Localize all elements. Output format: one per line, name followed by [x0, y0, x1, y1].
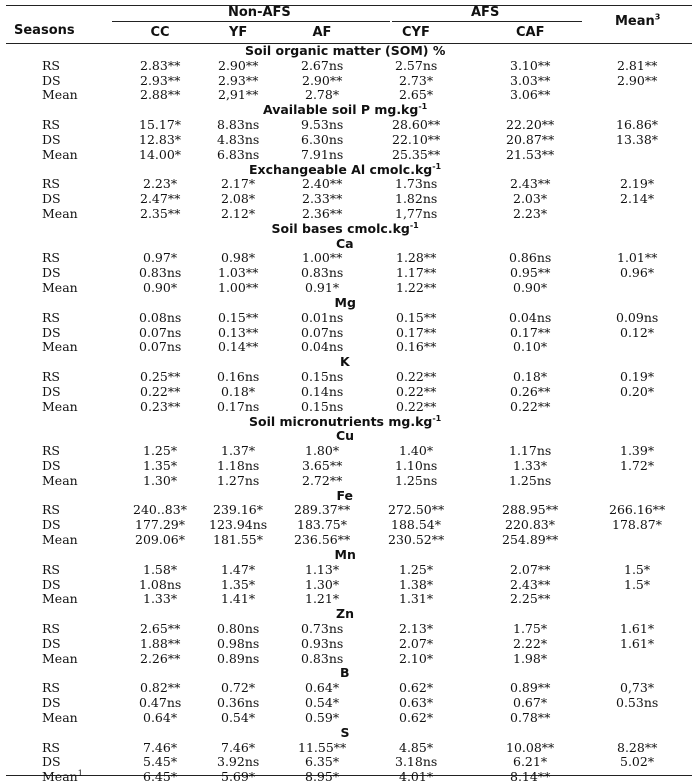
table-cell: 1.00** [302, 250, 343, 266]
table-cell: 2,91** [218, 87, 259, 103]
table-cell: 1.72* [620, 457, 655, 473]
table-cell: 3.65** [302, 457, 343, 473]
table-cell: 1.25* [143, 443, 178, 459]
table-cell: 0.98ns [217, 635, 260, 651]
table-cell: 25.35** [392, 146, 441, 162]
row-label: Mean [42, 398, 78, 414]
table-cell: 288.95** [502, 502, 559, 518]
table-cell: 2.47** [140, 191, 181, 207]
table-cell: 0.14ns [301, 383, 344, 399]
section-title: Zn [336, 606, 354, 622]
table-cell: 0.47ns [139, 695, 182, 711]
header-nonafs: Non-AFS [228, 5, 291, 20]
table-cell: 1.61* [620, 620, 655, 636]
table-cell: 1.30* [143, 472, 178, 488]
row-label: RS [42, 739, 60, 755]
table-cell: 0.19* [620, 369, 655, 385]
table-cell: 272.50** [388, 502, 445, 518]
table-cell: 1.80* [305, 443, 340, 459]
table-cell: 7.46* [143, 739, 178, 755]
table-cell: 1.33* [513, 457, 548, 473]
table-cell: 1.58* [143, 561, 178, 577]
table-cell: 0.17** [510, 324, 551, 340]
table-cell: 1.22** [396, 280, 437, 296]
table-cell: 6.83ns [217, 146, 260, 162]
table-cell: 0.86ns [509, 250, 552, 266]
table-cell: 9.53ns [301, 117, 344, 133]
table-cell: 2.90** [218, 57, 259, 73]
table-cell: 0.22** [396, 398, 437, 414]
row-label: DS [42, 635, 61, 651]
row-label: Mean$^1$ [42, 769, 83, 784]
row-label: Mean [42, 532, 78, 548]
row-label: Mean [42, 280, 78, 296]
row-label: DS [42, 517, 61, 533]
row-label: Mean [42, 472, 78, 488]
section-title: Exchangeable Al $cmolc.kg^{-1}$ [249, 161, 442, 177]
table-cell: 1.03** [218, 265, 259, 281]
table-cell: 4.83ns [217, 131, 260, 147]
table-cell: 289.37** [294, 502, 351, 518]
section-title: B [340, 665, 350, 681]
table-cell: 6.21* [513, 754, 548, 770]
table-cell: 5.69* [221, 769, 256, 784]
table-cell: 2.90** [302, 72, 343, 88]
section-title: Mn [334, 546, 356, 562]
row-label: RS [42, 561, 60, 577]
table-cell: 1.00** [218, 280, 259, 296]
table-cell: 0.18* [513, 369, 548, 385]
section-title: K [340, 354, 350, 370]
table-cell: 0.89ns [217, 650, 260, 666]
table-cell: 183.75* [297, 517, 347, 533]
table-cell: 0.80ns [217, 620, 260, 636]
row-label: Mean [42, 206, 78, 222]
table-cell: 209.06* [135, 532, 185, 548]
table-cell: 2.03* [513, 191, 548, 207]
table-cell: 178.87* [612, 517, 662, 533]
table-cell: 0.09ns [616, 309, 659, 325]
row-label: Mean [42, 709, 78, 725]
table-cell: 0.17ns [217, 398, 260, 414]
header-seasons: Seasons [14, 23, 75, 38]
table-cell: 2.10* [399, 650, 434, 666]
table-cell: 2.93** [140, 72, 181, 88]
table-cell: 5.45* [143, 754, 178, 770]
row-label: RS [42, 369, 60, 385]
table-cell: 2.67ns [301, 57, 344, 73]
table-cell: 0.62* [399, 709, 434, 725]
table-cell: 0.22** [396, 369, 437, 385]
table-cell: 7.91ns [301, 146, 344, 162]
table-cell: 181.55* [213, 532, 263, 548]
table-cell: 0.04ns [509, 309, 552, 325]
row-label: Mean [42, 339, 78, 355]
table-cell: 8.28** [617, 739, 658, 755]
table-cell: 2.43** [510, 576, 551, 592]
table-cell: 1.61* [620, 635, 655, 651]
table-cell: 0.36ns [217, 695, 260, 711]
table-cell: 0.90* [143, 280, 178, 296]
table-cell: 2.81** [617, 57, 658, 73]
table-cell: 1.08ns [139, 576, 182, 592]
table-cell: 0.07ns [301, 324, 344, 340]
table-cell: 1.17** [396, 265, 437, 281]
table-cell: 1,77ns [395, 206, 438, 222]
table-cell: 1.01** [617, 250, 658, 266]
table-cell: 1.18ns [217, 457, 260, 473]
table-cell: 1.17ns [509, 443, 552, 459]
table-cell: 6.45* [143, 769, 178, 784]
table-cell: 2.72** [302, 472, 343, 488]
table-cell: 0.54* [305, 695, 340, 711]
section-title: Available soil P $mg.kg^{-1}$ [263, 102, 428, 118]
table-cell: 2.08* [221, 191, 256, 207]
table-cell: 0.83ns [301, 265, 344, 281]
table-cell: 3.10** [510, 57, 551, 73]
table-cell: 0,73* [620, 680, 655, 696]
table-cell: 7.46* [221, 739, 256, 755]
table-cell: 0.53ns [616, 695, 659, 711]
column-header-af: AF [312, 25, 332, 40]
table-cell: 2.17* [221, 176, 256, 192]
header-afs: AFS [471, 5, 500, 20]
table-cell: 0.59* [305, 709, 340, 725]
table-cell: 2.65* [399, 87, 434, 103]
row-label: Mean [42, 591, 78, 607]
section-title: S [340, 724, 350, 740]
row-label: RS [42, 620, 60, 636]
table-cell: 1.39* [620, 443, 655, 459]
table-cell: 16.86* [616, 117, 659, 133]
row-label: RS [42, 680, 60, 696]
table-cell: 6.35* [305, 754, 340, 770]
row-label: DS [42, 324, 61, 340]
table-cell: 2.07** [510, 561, 551, 577]
table-cell: 1.28** [396, 250, 437, 266]
row-label: DS [42, 457, 61, 473]
table-cell: 2.65** [140, 620, 181, 636]
table-cell: 0.15** [396, 309, 437, 325]
table-cell: 177.29* [135, 517, 185, 533]
table-cell: 0.20* [620, 383, 655, 399]
table-cell: 2.78* [305, 87, 340, 103]
top-rule [6, 5, 692, 6]
table-cell: 10.08** [506, 739, 555, 755]
table-cell: 220.83* [505, 517, 555, 533]
table-cell: 2.43** [510, 176, 551, 192]
table-cell: 1.5* [624, 561, 651, 577]
section-title: Soil micronutrients $mg.kg^{-1}$ [249, 413, 442, 429]
table-cell: 0.18* [221, 383, 256, 399]
row-label: DS [42, 265, 61, 281]
column-header-caf: CAF [516, 25, 545, 40]
table-cell: 2.33** [302, 191, 343, 207]
table-cell: 1.35* [221, 576, 256, 592]
table-cell: 0.07ns [139, 324, 182, 340]
table-cell: 0.67* [513, 695, 548, 711]
table-cell: 0.95** [510, 265, 551, 281]
table-cell: 0.12* [620, 324, 655, 340]
table-cell: 123.94ns [209, 517, 268, 533]
table-cell: 1.21* [305, 591, 340, 607]
row-label: RS [42, 117, 60, 133]
table-cell: 1.5* [624, 576, 651, 592]
table-cell: 1.27ns [217, 472, 260, 488]
table-cell: 12.83* [139, 131, 182, 147]
afs-rule [392, 21, 582, 22]
table-cell: 28.60** [392, 117, 441, 133]
table-cell: 0.83ns [301, 650, 344, 666]
table-cell: 2.23* [143, 176, 178, 192]
table-cell: 20.87** [506, 131, 555, 147]
table-cell: 0.26** [510, 383, 551, 399]
table-cell: 2.19* [620, 176, 655, 192]
table-cell: 230.52** [388, 532, 445, 548]
table-cell: 2.07* [399, 635, 434, 651]
table-cell: 1.30* [305, 576, 340, 592]
table-cell: 3.06** [510, 87, 551, 103]
table-cell: 0.04ns [301, 339, 344, 355]
table-cell: 8.83ns [217, 117, 260, 133]
table-cell: 0.15ns [301, 398, 344, 414]
table-cell: 1.25* [399, 561, 434, 577]
table-cell: 0.23** [140, 398, 181, 414]
table-cell: 236.56** [294, 532, 351, 548]
table-cell: 1.40* [399, 443, 434, 459]
table-cell: 8.14** [510, 769, 551, 784]
table-cell: 254.89** [502, 532, 559, 548]
header-mean: Mean$^3$ [615, 12, 661, 29]
table-cell: 188.54* [391, 517, 441, 533]
table-cell: 0.98* [221, 250, 256, 266]
table-cell: 1.41* [221, 591, 256, 607]
table-cell: 1.25ns [395, 472, 438, 488]
table-cell: 1.88** [140, 635, 181, 651]
table-cell: 2.25** [510, 591, 551, 607]
table-cell: 0.07ns [139, 339, 182, 355]
table-cell: 1.37* [221, 443, 256, 459]
table-cell: 240..83* [133, 502, 187, 518]
table-cell: 2.83** [140, 57, 181, 73]
table-cell: 1.25ns [509, 472, 552, 488]
table-cell: 0.54* [221, 709, 256, 725]
table-cell: 2.22* [513, 635, 548, 651]
table-cell: 0.73ns [301, 620, 344, 636]
table-cell: 0.89** [510, 680, 551, 696]
row-label: DS [42, 191, 61, 207]
table-cell: 0.08ns [139, 309, 182, 325]
table-cell: 239.16* [213, 502, 263, 518]
table-cell: 0.17** [396, 324, 437, 340]
table-cell: 22.20** [506, 117, 555, 133]
row-label: DS [42, 383, 61, 399]
table-cell: 0.64* [143, 709, 178, 725]
table-cell: 0.22** [396, 383, 437, 399]
section-title: Mg [334, 294, 356, 310]
table-cell: 0.72* [221, 680, 256, 696]
table-cell: 4.85* [399, 739, 434, 755]
table-cell: 0.96* [620, 265, 655, 281]
row-label: DS [42, 754, 61, 770]
table-cell: 0.90* [513, 280, 548, 296]
table-cell: 0.82** [140, 680, 181, 696]
table-cell: 2.93** [218, 72, 259, 88]
table-cell: 0.15** [218, 309, 259, 325]
table-cell: 1.73ns [395, 176, 438, 192]
section-title: Fe [336, 487, 354, 503]
table-cell: 4.01* [399, 769, 434, 784]
table-cell: 2.12* [221, 206, 256, 222]
table-cell: 2.26** [140, 650, 181, 666]
nonafs-rule [112, 21, 390, 22]
table-cell: 3.18ns [395, 754, 438, 770]
table-cell: 2.90** [617, 72, 658, 88]
column-header-cc: CC [150, 25, 170, 40]
row-label: DS [42, 72, 61, 88]
section-title: Soil bases $cmolc.kg^{-1}$ [271, 220, 419, 236]
table-cell: 0.83ns [139, 265, 182, 281]
row-label: DS [42, 131, 61, 147]
table-cell: 3.92ns [217, 754, 260, 770]
table-cell: 0.25** [140, 369, 181, 385]
table-cell: 1.31* [399, 591, 434, 607]
row-label: Mean [42, 650, 78, 666]
table-cell: 0.64* [305, 680, 340, 696]
table-cell: 6.30ns [301, 131, 344, 147]
row-label: RS [42, 250, 60, 266]
row-label: RS [42, 309, 60, 325]
row-label: RS [42, 443, 60, 459]
table-cell: 1.35* [143, 457, 178, 473]
table-cell: 15.17* [139, 117, 182, 133]
table-cell: 22.10** [392, 131, 441, 147]
row-label: RS [42, 502, 60, 518]
table-cell: 0.22** [140, 383, 181, 399]
table-cell: 1.47* [221, 561, 256, 577]
table-cell: 2.73* [399, 72, 434, 88]
table-cell: 0.01ns [301, 309, 344, 325]
table-cell: 0.16ns [217, 369, 260, 385]
table-cell: 3.03** [510, 72, 551, 88]
table-cell: 2.35** [140, 206, 181, 222]
column-header-cyf: CYF [402, 25, 430, 40]
table-cell: 0.13** [218, 324, 259, 340]
table-cell: 1.13* [305, 561, 340, 577]
table-cell: 0.91* [305, 280, 340, 296]
row-label: RS [42, 57, 60, 73]
table-cell: 1.82ns [395, 191, 438, 207]
table-cell: 2.40** [302, 176, 343, 192]
table-cell: 1.98* [513, 650, 548, 666]
table-cell: 2.36** [302, 206, 343, 222]
table-cell: 266.16** [609, 502, 666, 518]
table-cell: 0.14** [218, 339, 259, 355]
table-cell: 1.10ns [395, 457, 438, 473]
row-label: DS [42, 576, 61, 592]
table-cell: 21.53** [506, 146, 555, 162]
table-cell: 0.63* [399, 695, 434, 711]
section-title: Cu [336, 428, 355, 444]
table-cell: 14.00* [139, 146, 182, 162]
table-cell: 2.14* [620, 191, 655, 207]
table-cell: 2.88** [140, 87, 181, 103]
table-bottom-rule [6, 775, 692, 776]
row-label: Mean [42, 87, 78, 103]
table-cell: 0.16** [396, 339, 437, 355]
section-title: Ca [336, 235, 354, 251]
table-cell: 1.33* [143, 591, 178, 607]
table-cell: 8.95* [305, 769, 340, 784]
column-header-yf: YF [229, 25, 248, 40]
table-cell: 1.75* [513, 620, 548, 636]
table-cell: 13.38* [616, 131, 659, 147]
table-cell: 0.62* [399, 680, 434, 696]
table-cell: 0.10* [513, 339, 548, 355]
table-cell: 2.13* [399, 620, 434, 636]
table-cell: 11.55** [298, 739, 347, 755]
row-label: DS [42, 695, 61, 711]
table-cell: 0.93ns [301, 635, 344, 651]
table-cell: 0.22** [510, 398, 551, 414]
row-label: RS [42, 176, 60, 192]
table-cell: 0.97* [143, 250, 178, 266]
section-title: Soil organic matter (SOM) % [245, 43, 446, 58]
table-cell: 1.38* [399, 576, 434, 592]
table-cell: 2.23* [513, 206, 548, 222]
row-label: Mean [42, 146, 78, 162]
table-cell: 0.15ns [301, 369, 344, 385]
table-cell: 5.02* [620, 754, 655, 770]
table-cell: 0.78** [510, 709, 551, 725]
table-cell: 2.57ns [395, 57, 438, 73]
